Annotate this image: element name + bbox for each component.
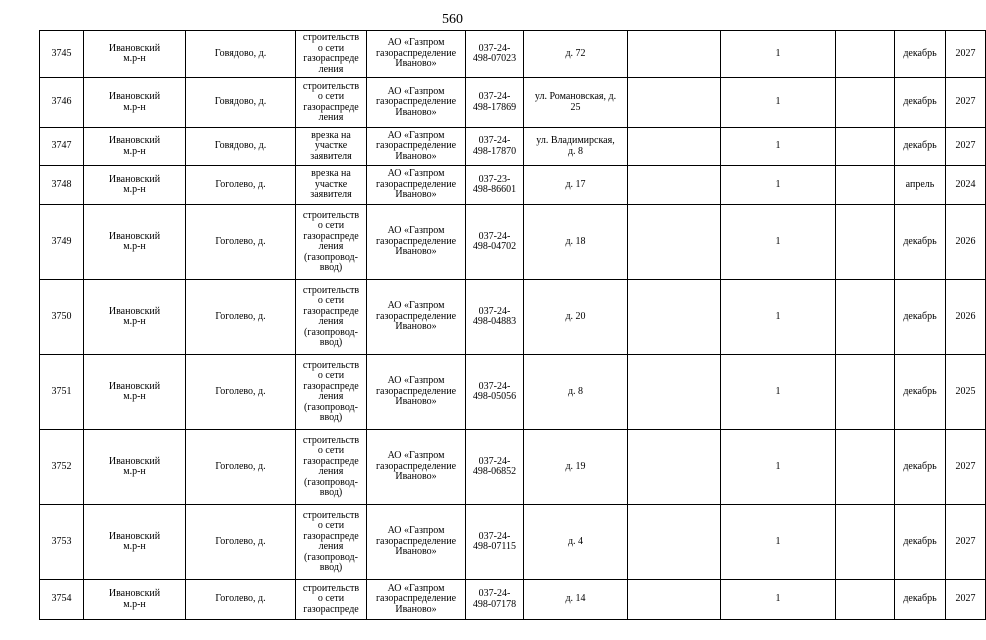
application-number-cell: 037-24- 498-07178 xyxy=(466,580,524,620)
year-cell: 2026 xyxy=(946,280,986,355)
locality-cell: Говядово, д. xyxy=(186,78,296,128)
organization-cell: АО «Газпром газораспределение Иваново» xyxy=(367,355,466,430)
empty-cell xyxy=(836,355,895,430)
table-row xyxy=(40,205,986,280)
work-type-cell: строительств о сети газораспреде ления (газопровод- ввод) xyxy=(296,430,367,505)
locality-cell: Гоголево, д. xyxy=(186,430,296,505)
organization-cell: АО «Газпром газораспределение Иваново» xyxy=(367,580,466,620)
district-cell: Ивановский м.р-н xyxy=(84,430,186,505)
organization-cell: АО «Газпром газораспределение Иваново» xyxy=(367,78,466,128)
quantity-cell: 1 xyxy=(721,78,836,128)
empty-cell xyxy=(836,31,895,78)
year-cell: 2027 xyxy=(946,505,986,580)
year-cell: 2027 xyxy=(946,78,986,128)
empty-cell xyxy=(836,205,895,280)
district-cell: Ивановский м.р-н xyxy=(84,205,186,280)
empty-cell xyxy=(628,430,721,505)
work-type-cell: строительств о сети газораспреде ления xyxy=(296,31,367,78)
address-cell: ул. Владимирская, д. 8 xyxy=(524,128,628,166)
application-number-cell: 037-24- 498-17870 xyxy=(466,128,524,166)
work-type-cell: строительств о сети газораспреде ления xyxy=(296,78,367,128)
empty-cell xyxy=(836,128,895,166)
empty-cell xyxy=(628,355,721,430)
district-cell: Ивановский м.р-н xyxy=(84,128,186,166)
table-row xyxy=(40,128,986,166)
empty-cell xyxy=(836,580,895,620)
empty-cell xyxy=(628,128,721,166)
empty-cell xyxy=(628,31,721,78)
table-row xyxy=(40,355,986,430)
locality-cell: Гоголево, д. xyxy=(186,355,296,430)
table-row xyxy=(40,166,986,205)
locality-cell: Гоголево, д. xyxy=(186,280,296,355)
locality-cell: Гоголево, д. xyxy=(186,205,296,280)
application-number-cell: 037-24- 498-06852 xyxy=(466,430,524,505)
locality-cell: Говядово, д. xyxy=(186,128,296,166)
district-cell: Ивановский м.р-н xyxy=(84,505,186,580)
quantity-cell: 1 xyxy=(721,31,836,78)
quantity-cell: 1 xyxy=(721,355,836,430)
year-cell: 2027 xyxy=(946,31,986,78)
row-number-cell: 3751 xyxy=(40,355,84,430)
organization-cell: АО «Газпром газораспределение Иваново» xyxy=(367,205,466,280)
organization-cell: АО «Газпром газораспределение Иваново» xyxy=(367,128,466,166)
work-type-cell: строительств о сети газораспреде ления (газопровод- ввод) xyxy=(296,205,367,280)
year-cell: 2027 xyxy=(946,580,986,620)
work-type-cell: строительств о сети газораспреде ления (газопровод- ввод) xyxy=(296,280,367,355)
page-number: 560 xyxy=(442,12,463,27)
month-cell: декабрь xyxy=(895,580,946,620)
locality-cell: Говядово, д. xyxy=(186,31,296,78)
row-number-cell: 3752 xyxy=(40,430,84,505)
month-cell: декабрь xyxy=(895,78,946,128)
empty-cell xyxy=(628,280,721,355)
table-row xyxy=(40,31,986,78)
work-type-cell: строительств о сети газораспреде xyxy=(296,580,367,620)
address-cell: д. 19 xyxy=(524,430,628,505)
quantity-cell: 1 xyxy=(721,580,836,620)
district-cell: Ивановский м.р-н xyxy=(84,31,186,78)
empty-cell xyxy=(628,205,721,280)
empty-cell xyxy=(836,505,895,580)
organization-cell: АО «Газпром газораспределение Иваново» xyxy=(367,280,466,355)
table-row xyxy=(40,78,986,128)
empty-cell xyxy=(836,166,895,205)
work-type-cell: врезка на участке заявителя xyxy=(296,166,367,205)
district-cell: Ивановский м.р-н xyxy=(84,280,186,355)
quantity-cell: 1 xyxy=(721,505,836,580)
quantity-cell: 1 xyxy=(721,430,836,505)
row-number-cell: 3753 xyxy=(40,505,84,580)
address-cell: д. 72 xyxy=(524,31,628,78)
application-number-cell: 037-24- 498-07115 xyxy=(466,505,524,580)
month-cell: декабрь xyxy=(895,205,946,280)
district-cell: Ивановский м.р-н xyxy=(84,78,186,128)
district-cell: Ивановский м.р-н xyxy=(84,166,186,205)
month-cell: декабрь xyxy=(895,280,946,355)
table-row xyxy=(40,505,986,580)
application-number-cell: 037-24- 498-04883 xyxy=(466,280,524,355)
address-cell: д. 17 xyxy=(524,166,628,205)
year-cell: 2027 xyxy=(946,128,986,166)
month-cell: декабрь xyxy=(895,430,946,505)
application-number-cell: 037-24- 498-04702 xyxy=(466,205,524,280)
application-number-cell: 037-24- 498-17869 xyxy=(466,78,524,128)
work-type-cell: строительств о сети газораспреде ления (газопровод- ввод) xyxy=(296,505,367,580)
work-type-cell: строительств о сети газораспреде ления (газопровод- ввод) xyxy=(296,355,367,430)
organization-cell: АО «Газпром газораспределение Иваново» xyxy=(367,166,466,205)
address-cell: д. 18 xyxy=(524,205,628,280)
application-number-cell: 037-24- 498-05056 xyxy=(466,355,524,430)
empty-cell xyxy=(628,505,721,580)
empty-cell xyxy=(628,78,721,128)
address-cell: д. 20 xyxy=(524,280,628,355)
row-number-cell: 3749 xyxy=(40,205,84,280)
empty-cell xyxy=(836,280,895,355)
month-cell: декабрь xyxy=(895,505,946,580)
table-row xyxy=(40,280,986,355)
row-number-cell: 3746 xyxy=(40,78,84,128)
row-number-cell: 3747 xyxy=(40,128,84,166)
row-number-cell: 3748 xyxy=(40,166,84,205)
quantity-cell: 1 xyxy=(721,128,836,166)
year-cell: 2024 xyxy=(946,166,986,205)
row-number-cell: 3754 xyxy=(40,580,84,620)
month-cell: апрель xyxy=(895,166,946,205)
address-cell: д. 4 xyxy=(524,505,628,580)
organization-cell: АО «Газпром газораспределение Иваново» xyxy=(367,31,466,78)
month-cell: декабрь xyxy=(895,128,946,166)
empty-cell xyxy=(628,580,721,620)
registry-table xyxy=(39,30,986,620)
locality-cell: Гоголево, д. xyxy=(186,505,296,580)
work-type-cell: врезка на участке заявителя xyxy=(296,128,367,166)
empty-cell xyxy=(836,430,895,505)
table-row xyxy=(40,580,986,620)
address-cell: д. 14 xyxy=(524,580,628,620)
row-number-cell: 3750 xyxy=(40,280,84,355)
month-cell: декабрь xyxy=(895,31,946,78)
locality-cell: Гоголево, д. xyxy=(186,166,296,205)
empty-cell xyxy=(836,78,895,128)
quantity-cell: 1 xyxy=(721,166,836,205)
organization-cell: АО «Газпром газораспределение Иваново» xyxy=(367,505,466,580)
row-number-cell: 3745 xyxy=(40,31,84,78)
month-cell: декабрь xyxy=(895,355,946,430)
address-cell: ул. Романовская, д. 25 xyxy=(524,78,628,128)
quantity-cell: 1 xyxy=(721,280,836,355)
quantity-cell: 1 xyxy=(721,205,836,280)
district-cell: Ивановский м.р-н xyxy=(84,355,186,430)
locality-cell: Гоголево, д. xyxy=(186,580,296,620)
year-cell: 2027 xyxy=(946,430,986,505)
table-row xyxy=(40,430,986,505)
organization-cell: АО «Газпром газораспределение Иваново» xyxy=(367,430,466,505)
empty-cell xyxy=(628,166,721,205)
application-number-cell: 037-23- 498-86601 xyxy=(466,166,524,205)
year-cell: 2026 xyxy=(946,205,986,280)
address-cell: д. 8 xyxy=(524,355,628,430)
application-number-cell: 037-24- 498-07023 xyxy=(466,31,524,78)
district-cell: Ивановский м.р-н xyxy=(84,580,186,620)
year-cell: 2025 xyxy=(946,355,986,430)
